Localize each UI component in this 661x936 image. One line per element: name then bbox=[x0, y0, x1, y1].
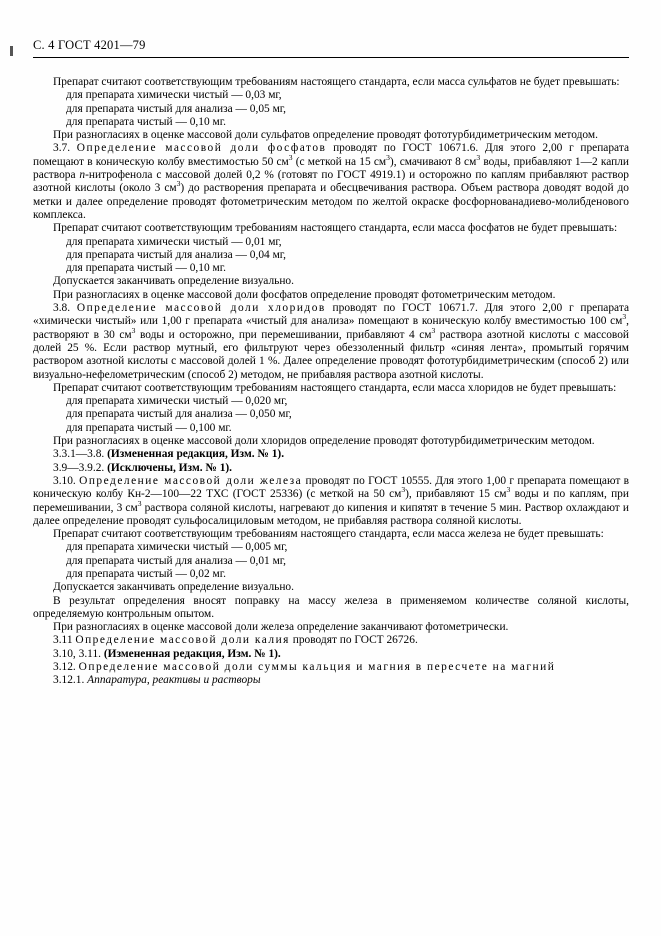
spec-list-line: для препарата химически чистый — 0,005 мг, bbox=[66, 541, 288, 554]
document-body bbox=[33, 76, 629, 688]
header-rule bbox=[33, 57, 629, 58]
spec-list-line: для препарата чистый для анализа — 0,04 мг, bbox=[66, 248, 287, 261]
body-paragraph: При разногласиях в оценке массовой доли сульфатов определение проводят фототурбидиметрическим методом. bbox=[53, 129, 598, 142]
body-paragraph: 3.8. Определение массовой доли хлоридов проводят по ГОСТ 10671.7. Для этого 2,00 г препарата «химически чистый» или 1,00 г препарата «чистый для анализа» помещают в коническую колбу вместимостью 100 $см^3$, растворяют в 30 $см^3$ воды и осторожно, при перемешивании, прибавляют 4 $см^3$ раствора азотной кислоты с массовой долей 25 %. Если раствор мутный, его фильтруют через обеззоленный фильтр «синяя лента», промытый горячим раствором азотной кислоты с массовой долей 1 %. Далее определение проводят фототурбидиметрическим (способ 2) или визуально-нефелометрическим (способ 2) методом, не прибавляя раствора азотной кислоты. bbox=[33, 302, 629, 381]
page-content bbox=[33, 38, 629, 67]
page-header bbox=[33, 38, 629, 53]
body-paragraph: Допускается заканчивать определение визуально. bbox=[53, 581, 294, 594]
body-paragraph: При разногласиях в оценке массовой доли железа определение заканчивают фотометрически. bbox=[53, 621, 509, 634]
body-paragraph: Препарат считают соответствующим требованиям настоящего стандарта, если масса фосфатов не будет превышать: bbox=[53, 222, 618, 235]
spec-list-line: для препарата чистый для анализа — 0,01 мг, bbox=[66, 554, 287, 567]
body-paragraph: Препарат считают соответствующим требованиям настоящего стандарта, если масса хлоридов не будет превышать: bbox=[53, 381, 617, 394]
spec-list-line: для препарата чистый для анализа — 0,050 мг, bbox=[66, 408, 292, 421]
body-paragraph: 3.7. Определение массовой доли фосфатов проводят по ГОСТ 10671.6. Для этого 2,00 г препарата помещают в коническую колбу вместимостью 50 $см^3$ (с меткой на 15 $см^3$), смачивают 8 $см^3$ воды, прибавляют 1—2 капли раствора п-нитрофенола с массовой долей 0,2 % (готовят по ГОСТ 4919.1) и осторожно по каплям прибавляют раствор азотной кислоты (около 3 $см^3$) до растворения препарата и обесцвечивания раствора. Объем раствора доводят водой до метки и далее определение проводят фотометрическим методом по желтой окраске фосфорнованадиево-молибденового комплекса. bbox=[33, 142, 629, 221]
body-paragraph: 3.12.1. Аппаратура, реактивы и растворы bbox=[53, 674, 261, 687]
spec-list-line: для препарата чистый — 0,100 мг. bbox=[66, 421, 232, 434]
body-paragraph: 3.10, 3.11. (Измененная редакция, Изм. № 1). bbox=[53, 647, 281, 660]
body-paragraph: При разногласиях в оценке массовой доли фосфатов определение проводят фотометрическим методом. bbox=[53, 288, 556, 301]
spec-list-line: для препарата химически чистый — 0,01 мг, bbox=[66, 235, 282, 248]
body-paragraph: В результат определения вносят поправку на массу железа в применяемом количестве соляной кислоты, определяемую контрольным опытом. bbox=[33, 594, 629, 620]
body-paragraph: 3.9—3.9.2. (Исключены, Изм. № 1). bbox=[53, 461, 233, 474]
spec-list-line: для препарата химически чистый — 0,03 мг, bbox=[66, 89, 282, 102]
spec-list-line: для препарата химически чистый — 0,020 мг, bbox=[66, 395, 288, 408]
body-paragraph: Допускается заканчивать определение визуально. bbox=[53, 275, 294, 288]
body-paragraph: 3.12. Определение массовой доли суммы кальция и магния в пересчете на магний bbox=[53, 661, 556, 674]
spec-list-line: для препарата чистый — 0,02 мг. bbox=[66, 567, 226, 580]
spec-list-line: для препарата чистый — 0,10 мг. bbox=[66, 262, 226, 275]
body-paragraph: Препарат считают соответствующим требованиям настоящего стандарта, если масса сульфатов не будет превышать: bbox=[53, 76, 620, 88]
body-paragraph: При разногласиях в оценке массовой доли хлоридов определение проводят фототурбидиметрическим методом. bbox=[53, 435, 595, 448]
body-paragraph: Препарат считают соответствующим требованиям настоящего стандарта, если масса железа не будет превышать: bbox=[53, 528, 604, 541]
standard-designation: ГОСТ 4201—79 bbox=[57, 38, 146, 52]
body-paragraph: 3.11 Определение массовой доли калия проводят по ГОСТ 26726. bbox=[53, 634, 418, 647]
body-paragraph: 3.3.1—3.8. (Измененная редакция, Изм. № 1). bbox=[53, 448, 285, 461]
body-paragraph: 3.10. Определение массовой доли железа проводят по ГОСТ 10555. Для этого 1,00 г препарата помещают в коническую колбу Кн-2—100—22 ТХС (ГОСТ 25336) (с меткой на 50 $см^3$), прибавляют 15 $см^3$ воды и по каплям, при перемешивании, 3 $см^3$ раствора соляной кислоты, нагревают до кипения и кипятят в течение 5 мин. Раствор охлаждают и далее определение проводят сульфосалициловым методом, не прибавляя раствора соляной кислоты. bbox=[33, 474, 630, 527]
spec-list-line: для препарата чистый для анализа — 0,05 мг, bbox=[66, 102, 287, 115]
page-number: С. 4 bbox=[33, 38, 55, 52]
page-edge-mark bbox=[10, 46, 13, 56]
spec-list-line: для препарата чистый — 0,10 мг. bbox=[66, 115, 226, 128]
